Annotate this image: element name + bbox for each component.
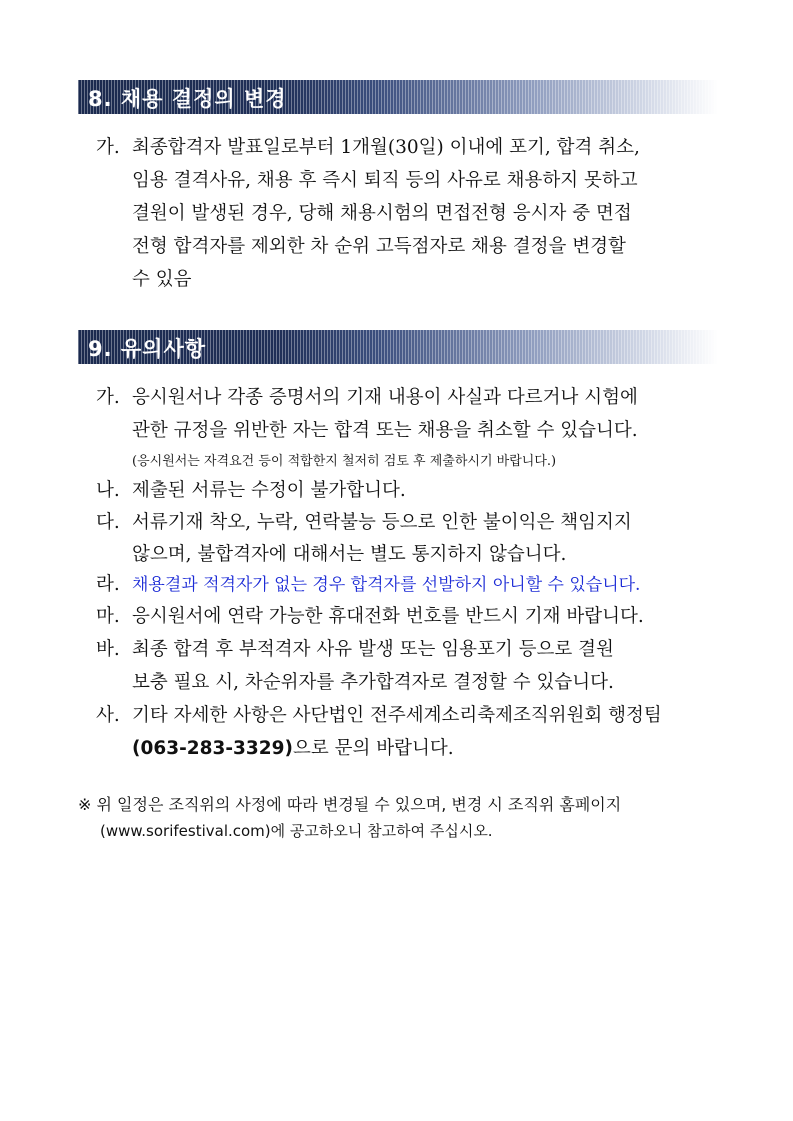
- phone-number: (063-283-3329): [132, 738, 293, 759]
- list-item: [96, 635, 614, 661]
- item-text: 최종합격자 발표일로부터 1개월(30일) 이내에 포기, 합격 취소,: [132, 137, 640, 158]
- item-text: 제출된 서류는 수정이 불가합니다.: [132, 480, 406, 501]
- item-text-continuation: [132, 734, 454, 760]
- section-title: 8. 채용 결정의 변경: [88, 87, 287, 111]
- footer-note: ※ 위 일정은 조직위의 사정에 따라 변경될 수 있으며, 변경 시 조직위 홈페이지: [78, 795, 622, 814]
- item-label: 가.: [96, 137, 120, 158]
- section-header-9: [78, 330, 718, 364]
- item-label: 마.: [96, 606, 120, 627]
- item-text-continuation: 보충 필요 시, 차순위자를 추가합격자로 결정할 수 있습니다.: [132, 672, 614, 693]
- item-text-continuation: 수 있음: [132, 269, 192, 290]
- item-small-note: (응시원서는 자격요건 등이 적합한지 철저히 검토 후 제출하시기 바랍니다.): [132, 454, 557, 469]
- item-text-continuation: 전형 합격자를 제외한 차 순위 고득점자로 채용 결정을 변경할: [132, 236, 626, 257]
- section-title: 9. 유의사항: [88, 337, 207, 361]
- list-item: [96, 383, 638, 409]
- item-label: 라.: [96, 574, 120, 595]
- item-text-continuation: 임용 결격사유, 채용 후 즉시 퇴직 등의 사유로 채용하지 못하고: [132, 170, 638, 191]
- section-header-8: [78, 80, 718, 114]
- list-item: [96, 476, 406, 502]
- item-text: 서류기재 착오, 누락, 연락불능 등으로 인한 불이익은 책임지지: [132, 512, 632, 533]
- list-item: [96, 570, 640, 596]
- item-label: 나.: [96, 480, 120, 501]
- item-text-continuation: 관한 규정을 위반한 자는 합격 또는 채용을 취소할 수 있습니다.: [132, 420, 638, 441]
- item-text: 응시원서에 연락 가능한 휴대전화 번호를 반드시 기재 바랍니다.: [132, 606, 644, 627]
- item-label: 가.: [96, 387, 120, 408]
- item-label: 사.: [96, 705, 120, 726]
- list-item: [96, 602, 644, 628]
- item-text: 최종 합격 후 부적격자 사유 발생 또는 임용포기 등으로 결원: [132, 639, 614, 660]
- item-label: 다.: [96, 512, 120, 533]
- list-item: [96, 508, 632, 534]
- item-label: 바.: [96, 639, 120, 660]
- list-item: [96, 701, 662, 727]
- item-text-continuation: 결원이 발생된 경우, 당해 채용시험의 면접전형 응시자 중 면접: [132, 203, 632, 224]
- item-text-highlight: 채용결과 적격자가 없는 경우 합격자를 선발하지 아니할 수 있습니다.: [132, 575, 641, 595]
- footer-note-continuation: (www.sorifestival.com)에 공고하오니 참고하여 주십시오.: [100, 822, 493, 840]
- list-item: [96, 133, 640, 159]
- item-text-continuation: 않으며, 불합격자에 대해서는 별도 통지하지 않습니다.: [132, 544, 567, 565]
- item-text: 응시원서나 각종 증명서의 기재 내용이 사실과 다르거나 시험에: [132, 387, 638, 408]
- item-text: 기타 자세한 사항은 사단법인 전주세계소리축제조직위원회 행정팀: [132, 705, 662, 726]
- phone-suffix: 으로 문의 바랍니다.: [293, 738, 454, 759]
